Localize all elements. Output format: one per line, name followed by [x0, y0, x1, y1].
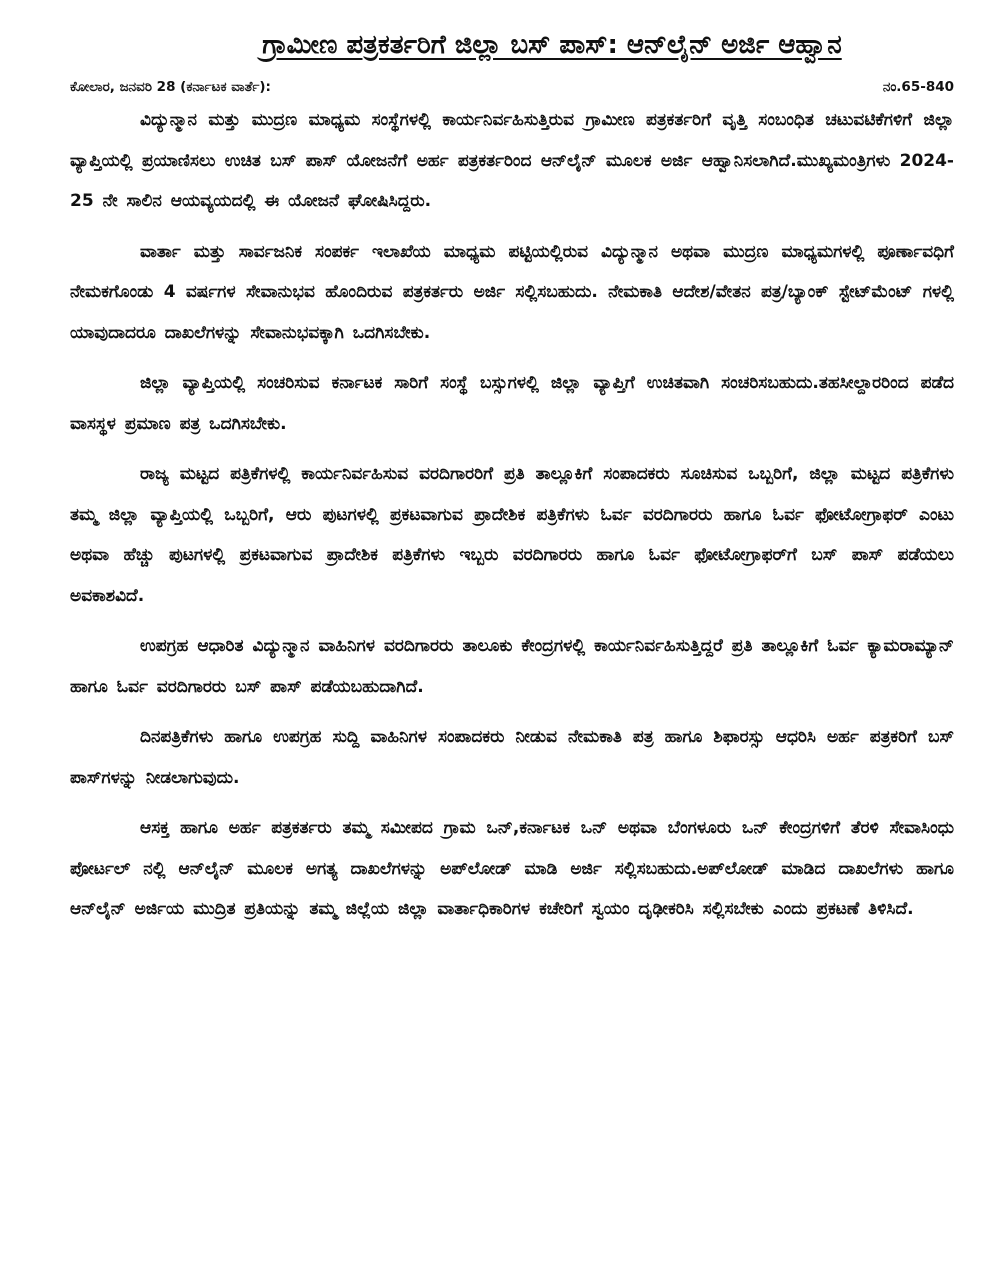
paragraph-1: ವಿದ್ಯುನ್ಮಾನ ಮತ್ತು ಮುದ್ರಣ ಮಾಧ್ಯಮ ಸಂಸ್ಥೆಗಳಲ್ಲಿ ಕಾರ್ಯನಿರ್ವಹಿಸುತ್ತಿರುವ ಗ್ರಾಮೀಣ ಪತ್ರಕರ್ತರಿಗೆ ವೃತ್ತಿ ಸಂಬಂಧಿತ ಚಟುವಟಿಕೆಗಳಿಗೆ ಜಿಲ್ಲಾ ವ್ಯಾಪ್ತಿಯಲ್ಲಿ ಪ್ರಯಾಣಿಸಲು ಉಚಿತ ಬಸ್ ಪಾಸ್ ಯೋಜನೆಗೆ ಅರ್ಹ ಪತ್ರಕರ್ತರಿಂದ ಆನ್‌ಲೈನ್ ಮೂಲಕ ಅರ್ಜಿ ಆಹ್ವಾನಿಸಲಾಗಿದೆ.ಮುಖ್ಯಮಂತ್ರಿಗಳು 2024-25 ನೇ ಸಾಲಿನ ಆಯವ್ಯಯದಲ್ಲಿ ಈ ಯೋಜನೆ ಘೋಷಿಸಿದ್ದರು. — [70, 110, 954, 211]
paragraph-3: ಜಿಲ್ಲಾ ವ್ಯಾಪ್ತಿಯಲ್ಲಿ ಸಂಚರಿಸುವ ಕರ್ನಾಟಕ ಸಾರಿಗೆ ಸಂಸ್ಥೆ ಬಸ್ಸುಗಳಲ್ಲಿ ಜಿಲ್ಲಾ ವ್ಯಾಪ್ತಿಗೆ ಉಚಿತವಾಗಿ ಸಂಚರಿಸಬಹುದು.ತಹಸೀಲ್ದಾರರಿಂದ ಪಡೆದ ವಾಸಸ್ಥಳ ಪ್ರಮಾಣ ಪತ್ರ ಒದಗಿಸಬೇಕು. — [70, 373, 954, 434]
paragraph-2: ವಾರ್ತಾ ಮತ್ತು ಸಾರ್ವಜನಿಕ ಸಂಪರ್ಕ ಇಲಾಖೆಯ ಮಾಧ್ಯಮ ಪಟ್ಟಿಯಲ್ಲಿರುವ ವಿದ್ಯುನ್ಮಾನ ಅಥವಾ ಮುದ್ರಣ ಮಾಧ್ಯಮಗಳಲ್ಲಿ ಪೂರ್ಣಾವಧಿಗೆ ನೇಮಕಗೊಂಡು 4 ವರ್ಷಗಳ ಸೇವಾನುಭವ ಹೊಂದಿರುವ ಪತ್ರಕರ್ತರು ಅರ್ಜಿ ಸಲ್ಲಿಸಬಹುದು. ನೇಮಕಾತಿ ಆದೇಶ/ವೇತನ ಪತ್ರ/ಬ್ಯಾಂಕ್ ಸ್ಟೇಟ್‌ಮೆಂಟ್ ಗಳಲ್ಲಿ ಯಾವುದಾದರೂ ದಾಖಲೆಗಳನ್ನು ಸೇವಾನುಭವಕ್ಕಾಗಿ ಒದಗಿಸಬೇಕು. — [70, 241, 954, 343]
paragraph-6: ದಿನಪತ್ರಿಕೆಗಳು ಹಾಗೂ ಉಪಗ್ರಹ ಸುದ್ದಿ ವಾಹಿನಿಗಳ ಸಂಪಾದಕರು ನೀಡುವ ನೇಮಕಾತಿ ಪತ್ರ ಹಾಗೂ ಶಿಫಾರಸ್ಸು ಆಧರಿಸಿ ಅರ್ಹ ಪತ್ರಕರಿಗೆ ಬಸ್ ಪಾಸ್‌ಗಳನ್ನು ನೀಡಲಾಗುವುದು. — [70, 727, 954, 788]
paragraph-7: ಆಸಕ್ತ ಹಾಗೂ ಅರ್ಹ ಪತ್ರಕರ್ತರು ತಮ್ಮ ಸಮೀಪದ ಗ್ರಾಮ ಒನ್,ಕರ್ನಾಟಕ ಒನ್ ಅಥವಾ ಬೆಂಗಳೂರು ಒನ್ ಕೇಂದ್ರಗಳಿಗೆ ತೆರಳಿ ಸೇವಾಸಿಂಧು ಪೋರ್ಟಲ್ ನಲ್ಲಿ ಆನ್‌ಲೈನ್ ಮೂಲಕ ಅಗತ್ಯ ದಾಖಲೆಗಳನ್ನು ಅಪ್‌ಲೋಡ್ ಮಾಡಿ ಅರ್ಜಿ ಸಲ್ಲಿಸಬಹುದು.ಅಪ್‌ಲೋಡ್ ಮಾಡಿದ ದಾಖಲೆಗಳು ಹಾಗೂ ಆನ್‌ಲೈನ್ ಅರ್ಜಿಯ ಮುದ್ರಿತ ಪ್ರತಿಯನ್ನು ತಮ್ಮ ಜಿಲ್ಲೆಯ ಜಿಲ್ಲಾ ವಾರ್ತಾಧಿಕಾರಿಗಳ ಕಚೇರಿಗೆ ಸ್ವಯಂ ದೃಢೀಕರಿಸಿ ಸಲ್ಲಿಸಬೇಕು ಎಂದು ಪ್ರಕಟಣೆ ತಿಳಿಸಿದೆ. — [70, 818, 954, 919]
paragraph-5: ಉಪಗ್ರಹ ಆಧಾರಿತ ವಿದ್ಯುನ್ಮಾನ ವಾಹಿನಿಗಳ ವರದಿಗಾರರು ತಾಲೂಕು ಕೇಂದ್ರಗಳಲ್ಲಿ ಕಾರ್ಯನಿರ್ವಹಿಸುತ್ತಿದ್ದರೆ ಪ್ರತಿ ತಾಲ್ಲೂಕಿಗೆ ಓರ್ವ ಕ್ಯಾಮರಾಮ್ಯಾನ್ ಹಾಗೂ ಓರ್ವ ವರದಿಗಾರರು ಬಸ್ ಪಾಸ್ ಪಡೆಯಬಹುದಾಗಿದೆ. — [70, 636, 954, 697]
press-release-title: ಗ್ರಾಮೀಣ ಪತ್ರಕರ್ತರಿಗೆ ಜಿಲ್ಲಾ ಬಸ್ ಪಾಸ್: ಆನ್‌ಲೈನ್ ಅರ್ಜಿ ಆಹ್ವಾನ — [262, 30, 842, 60]
dateline: ಕೋಲಾರ, ಜನವರಿ 28 (ಕರ್ನಾಟಕ ವಾರ್ತೆ): — [70, 79, 271, 95]
paragraph-4: ರಾಜ್ಯ ಮಟ್ಟದ ಪತ್ರಿಕೆಗಳಲ್ಲಿ ಕಾರ್ಯನಿರ್ವಹಿಸುವ ವರದಿಗಾರರಿಗೆ ಪ್ರತಿ ತಾಲ್ಲೂಕಿಗೆ ಸಂಪಾದಕರು ಸೂಚಿಸುವ ಒಬ್ಬರಿಗೆ, ಜಿಲ್ಲಾ ಮಟ್ಟದ ಪತ್ರಿಕೆಗಳು ತಮ್ಮ ಜಿಲ್ಲಾ ವ್ಯಾಪ್ತಿಯಲ್ಲಿ ಒಬ್ಬರಿಗೆ, ಆರು ಪುಟಗಳಲ್ಲಿ ಪ್ರಕಟವಾಗುವ ಪ್ರಾದೇಶಿಕ ಪತ್ರಿಕೆಗಳು ಓರ್ವ ವರದಿಗಾರರು ಹಾಗೂ ಓರ್ವ ಫೋಟೋಗ್ರಾಫರ್ ಎಂಟು ಅಥವಾ ಹೆಚ್ಚು ಪುಟಗಳಲ್ಲಿ ಪ್ರಕಟವಾಗುವ ಪ್ರಾದೇಶಿಕ ಪತ್ರಿಕೆಗಳು ಇಬ್ಬರು ವರದಿಗಾರರು ಹಾಗೂ ಓರ್ವ ಫೋಟೋಗ್ರಾಫರ್‌ಗೆ ಬಸ್ ಪಾಸ್ ಪಡೆಯಲು ಅವಕಾಶವಿದೆ. — [70, 464, 954, 606]
reference-number: ನಂ.65-840 — [882, 79, 954, 95]
dateline-row — [70, 78, 954, 96]
